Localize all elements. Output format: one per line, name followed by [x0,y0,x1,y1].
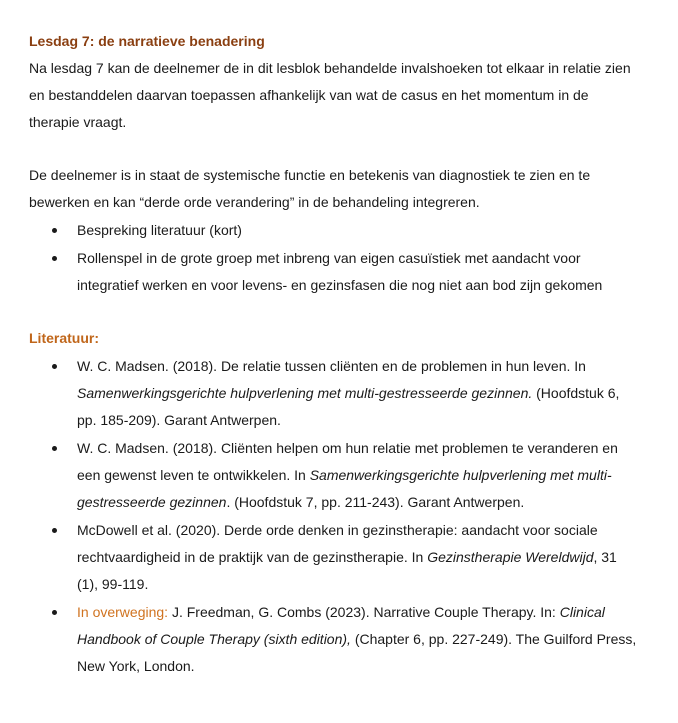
bullet-icon [52,256,57,261]
reference-title: Gezinstherapie Wereldwijd [427,549,594,565]
reference-text: , 31 (1), 99-119. [77,549,617,592]
list-item [29,217,639,244]
reference-title: Clinical Handbook of Couple Therapy (sixth edition), [77,604,605,647]
reference-text: McDowell et al. (2020). Derde orde denken in gezinstherapie: aandacht voor sociale rechtvaardigheid in de praktijk van de gezinstherapie. In [77,522,598,565]
list-item [29,245,639,299]
list-item-text: Bespreking literatuur (kort) [77,222,242,238]
reference-text: W. C. Madsen. (2018). Cliënten helpen om hun relatie met problemen te veranderen en een gewenst leven te ontwikkelen. In [77,440,618,483]
lesdag-paragraph-1: Na lesdag 7 kan de deelnemer de in dit lesblok behandelde invalshoeken tot elkaar in relatie zien en bestanddelen daarvan toepassen afhankelijk van wat de casus en het momentum in de therapie vraagt. [29,60,631,130]
reference-item [29,353,639,434]
reference-title: Samenwerkingsgerichte hulpverlening met multi-gestresseerde gezinnen [77,467,612,510]
bullet-icon [52,364,57,369]
bullet-icon [52,610,57,615]
reference-text: W. C. Madsen. (2018). De relatie tussen cliënten en de problemen in hun leven. In [77,358,586,374]
reference-item [29,435,639,516]
reference-text: (Chapter 6, pp. 227-249). The Guilford Press, New York, London. [77,631,637,674]
bullet-icon [52,446,57,451]
reference-item [29,599,639,680]
bullet-icon [52,228,57,233]
reference-text: . (Hoofdstuk 7, pp. 211-243). Garant Antwerpen. [226,494,525,510]
lesdag-heading: Lesdag 7: de narratieve benadering [29,33,265,49]
reference-text: (Hoofdstuk 6, pp. 185-209). Garant Antwerpen. [77,385,620,428]
bullet-icon [52,528,57,533]
document-page [29,28,639,680]
list-item-text: Rollenspel in de grote groep met inbreng van eigen casuïstiek met aandacht voor integratief werken en voor levens- en gezinsfasen die nog niet aan bod zijn gekomen [77,250,603,293]
in-overweging-label: In overweging: [77,604,169,620]
lesdag-paragraph-2: De deelnemer is in staat de systemische functie en betekenis van diagnostiek te zien en te bewerken en kan “derde orde verandering” in de behandeling integreren. [29,167,591,210]
literatuur-list [29,353,639,680]
reference-item [29,517,639,598]
reference-text: J. Freedman, G. Combs (2023). Narrative Couple Therapy. In: [168,604,560,620]
lesdag-bullet-list [29,217,639,299]
literatuur-heading: Literatuur: [29,330,99,346]
reference-title: Samenwerkingsgerichte hulpverlening met multi-gestresseerde gezinnen. [77,385,533,401]
